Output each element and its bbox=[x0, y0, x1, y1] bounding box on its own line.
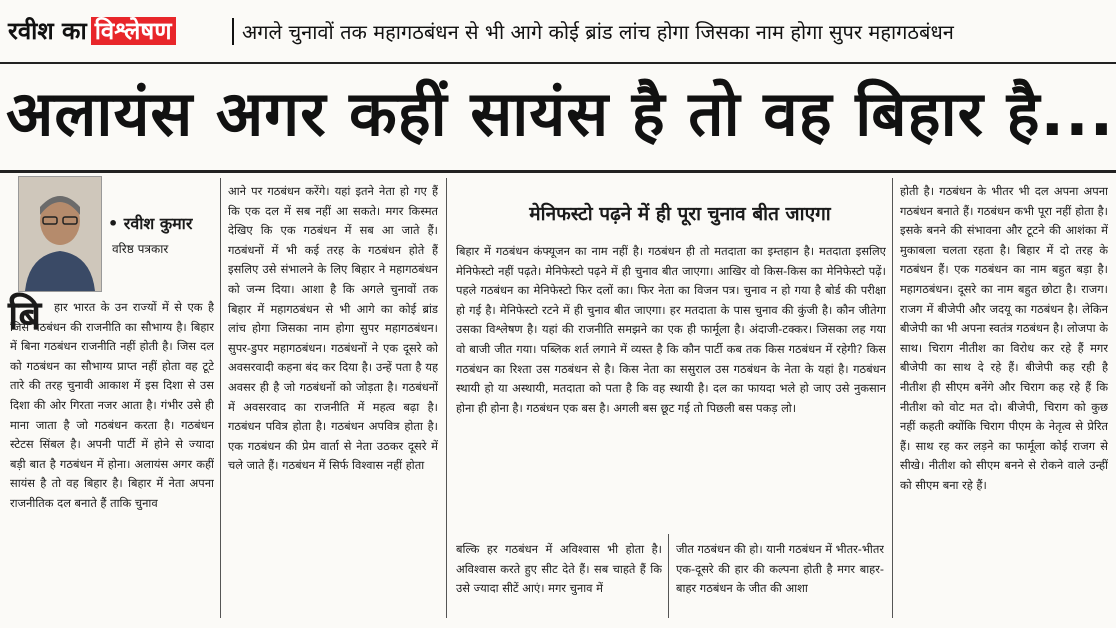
subheadline: मेनिफस्टो पढ़ने में ही पूरा चुनाव बीत जाएगा bbox=[529, 203, 831, 225]
article-column-2: आने पर गठबंधन करेंगे। यहां इतने नेता हो गए हैं कि एक दल में सब नहीं आ सकते। मगर किस्मत देखिए कि एक गठबंधन में सब आ जाते हैं। गठबंधनों में भी कई तरह के गठबंधन होते हैं इसलिए उसे संभालने के लिए बिहार ने महागठबंधन को जन्म दिया। आशा है कि अगले चुनावों तक बिहार में महागठबंधन से भी आगे का कोई ब्रांड लांच होगा जिसका नाम होगा सुपर महागठबंधन। सुपर-डुपर महागठबंधन। गठबंधनों ने एक दूसरे को अवसरवादी कहना बंद कर दिया है। उन्हें पता है यह अवसर ही है जो गठबंधनों को जोड़ता है। गठबंधनों में अवसरवाद का राजनीति में महत्व बढ़ा है। गठबंधन पवित्र होता है। गठबंधन अपवित्र होता है। एक गठबंधन की प्रेम वार्ता से नेता उठकर दूसरे में चले जाते हैं। गठबंधन में सिर्फ विश्वास नहीं होता bbox=[228, 184, 438, 473]
article-column-1: हार भारत के उन राज्यों में से एक है जिसे गठबंधन की राजनीति का सौभाग्य है। बिहार में बिना गठबंधन राजनीति नहीं होती है। जिस दल को गठबंधन का सौभाग्य प्राप्त नहीं होता वह टूटे तारे की तरह चुनावी आकाश में इस दिशा से उस दिशा की ओर गिरता नजर आता है। गंभीर उसे ही माना जाता है जो गठबंधन करता है। गठबंधन स्टेटस सिंबल है। अपनी पार्टी में होने से ज्यादा बड़ी बात है गठबंधन में होना। अलायंस अगर कहीं सायंस है तो वह बिहार है। बिहार में नेता अपना राजनीतिक दल बनाते हैं ताकि चुनाव bbox=[10, 300, 214, 510]
headline-rule bbox=[0, 170, 1116, 173]
article-column-3: बिहार में गठबंधन कंफ्यूजन का नाम नहीं है। गठबंधन ही तो मतदाता का इम्तहान है। मतदाता इसलिए मेनिफेस्टो नहीं पढ़ते। मेनिफेस्टो पढ़ने में ही चुनाव बीत जाएगा। आखिर वो किस-किस का मेनिफेस्टो पढ़ें। पहले गठबंधन का मेनिफेस्टो फिर दलों का। फिर नेता का विजन पत्र। चुनाव न हो गया है बोर्ड की परीक्षा हो गई है। मेनिफेस्टो रटने में ही चुनाव बीत जाएगा। हर मतदाता के पास चुनाव की कुंजी है। कौन जीतेगा उसका विश्लेषण है। यहां की राजनीति समझने का एक ही फार्मूला है। अंदाजी-टक्कर। जिसका लह गया वो बाजी जीत गया। पब्लिक शर्त लगाने में व्यस्त है कि कौन पार्टी कब तक किस गठबंधन में रहेगी? किस गठबंधन का रिश्ता उस गठबंधन से है। किस नेता का ससुराल उस गठबंधन के नेता के यहां है। गठबंधन स्थायी हो या अस्थायी, मतदाता को पता है कि वह स्थायी है। दल का फायदा भले हो जाए उसे नुकसान होना ही होना है। गठबंधन एक बस है। अगली बस छूट गई तो पिछली बस पकड़ लो। bbox=[456, 244, 886, 415]
author-photo bbox=[18, 176, 102, 292]
author-portrait-icon bbox=[19, 177, 101, 291]
column-divider bbox=[668, 534, 669, 618]
brand-prefix: रवीश का bbox=[8, 17, 87, 45]
brand-highlight: विश्लेषण bbox=[91, 17, 176, 45]
article-column-3b: बल्कि हर गठबंधन में अविश्वास भी होता है। अविश्वास करते हुए सीट देते हैं। सब चाहते हैं कि उसे ज्यादा सीटें आएं। मगर चुनाव में bbox=[456, 542, 662, 596]
column-divider bbox=[892, 178, 893, 618]
kicker-text: अगले चुनावों तक महागठबंधन से भी आगे कोई ब्रांड लांच होगा जिसका नाम होगा सुपर महागठबंधन bbox=[232, 18, 954, 45]
article-column-5: होती है। गठबंधन के भीतर भी दल अपना अपना गठबंधन बनाते हैं। गठबंधन कभी पूरा नहीं होता है। इसके बनने की संभावना और टूटने की आशंका में मुकाबला चलता रहता है। बिहार में दो तरह के गठबंधन हैं। एक गठबंधन का नाम बहुत बड़ा है। महागठबंधन। दूसरे का नाम बहुत छोटा है। राजग। राजग में बीजेपी और जदयू का गठबंधन है। लेकिन बीजेपी का भी अपना स्वतंत्र गठबंधन है। लोजपा के साथ। चिराग नीतीश का विरोध कर रहे हैं मगर बीजेपी का साथ दे रहे हैं। बीजेपी कह रही है नीतीश ही सीएम बनेंगे और चिराग कह रहे हैं कि नीतीश को वोट मत दो। बीजेपी, चिराग को कुछ नहीं कहती क्योंकि चिराग पीएम के नेतृत्व से प्रेरित हैं। साथ रह कर लड़ने का फार्मूला कोई राजग से सीखे। नीतीश को सीएम बनने से रोकने वाले उन्हीं को सीएम बना रहे हैं। bbox=[900, 184, 1108, 492]
author-name: • रवीश कुमार bbox=[108, 214, 193, 233]
drop-cap: बि bbox=[8, 293, 42, 339]
page-headline: अलायंस अगर कहीं सायंस है तो वह बिहार है... bbox=[6, 77, 1115, 150]
column-divider bbox=[446, 178, 447, 618]
header-bar bbox=[0, 0, 1116, 64]
article-column-4b: जीत गठबंधन की हो। यानी गठबंधन में भीतर-भीतर एक-दूसरे की हार की कल्पना होती है मगर बाहर-बाहर गठबंधन के जीत की आशा bbox=[676, 542, 884, 596]
column-divider bbox=[220, 178, 221, 618]
author-title: वरिष्ठ पत्रकार bbox=[112, 242, 169, 256]
column-brand bbox=[8, 14, 176, 47]
